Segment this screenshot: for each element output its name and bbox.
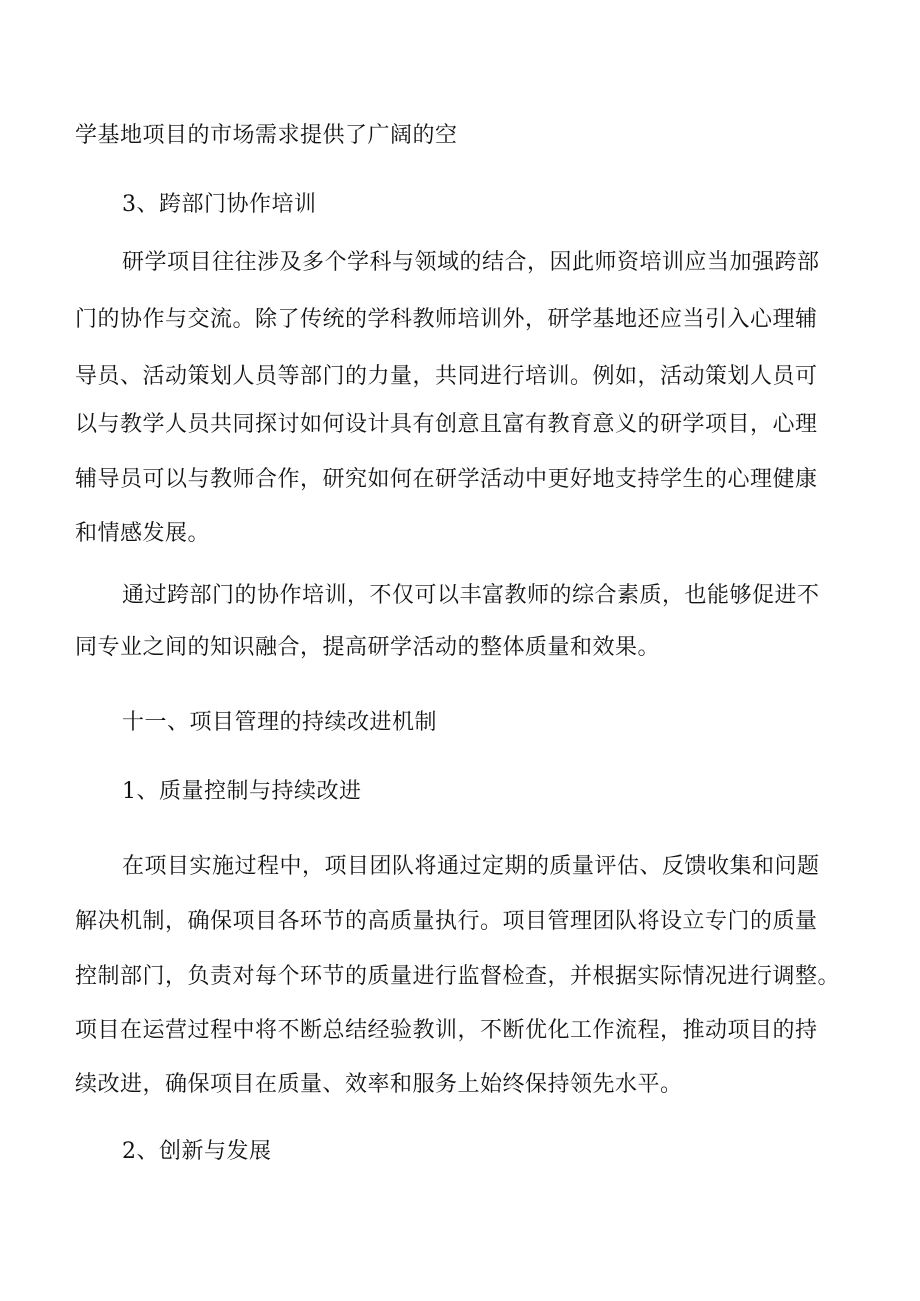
subheading-cross-department-training: 3、跨部门协作培训 (122, 192, 317, 217)
paragraph-line: 项目在运营过程中将不断总结经验教训，不断优化工作流程，推动项目的持 (75, 1018, 818, 1043)
paragraph-line: 和情感发展。 (75, 521, 211, 546)
paragraph-line: 门的协作与交流。除了传统的学科教师培训外，研学基地还应当引入心理辅 (75, 307, 818, 332)
continuation-line: 学基地项目的市场需求提供了广阔的空 (75, 123, 458, 148)
subheading-quality-control: 1、质量控制与持续改进 (122, 779, 362, 804)
subheading-innovation-development: 2、创新与发展 (122, 1139, 272, 1164)
section-heading-project-management: 十一、项目管理的持续改进机制 (122, 710, 438, 735)
paragraph-line: 在项目实施过程中，项目团队将通过定期的质量评估、反馈收集和问题 (122, 854, 820, 879)
paragraph-line: 辅导员可以与教师合作，研究如何在研学活动中更好地支持学生的心理健康 (75, 467, 818, 492)
paragraph-line: 续改进，确保项目在质量、效率和服务上始终保持领先水平。 (75, 1072, 683, 1097)
paragraph-line: 控制部门，负责对每个环节的质量进行监督检查，并根据实际情况进行调整。 (75, 964, 841, 989)
paragraph-line: 解决机制，确保项目各环节的高质量执行。项目管理团队将设立专门的质量 (75, 909, 818, 934)
paragraph-line: 同专业之间的知识融合，提高研学活动的整体质量和效果。 (75, 635, 661, 660)
paragraph-line: 研学项目往往涉及多个学科与领域的结合，因此师资培训应当加强跨部 (122, 250, 820, 275)
paragraph-line: 导员、活动策划人员等部门的力量，共同进行培训。例如，活动策划人员可 (75, 364, 818, 389)
paragraph-line: 通过跨部门的协作培训，不仅可以丰富教师的综合素质，也能够促进不 (122, 583, 820, 608)
paragraph-line: 以与教学人员共同探讨如何设计具有创意且富有教育意义的研学项目，心理 (75, 412, 818, 437)
